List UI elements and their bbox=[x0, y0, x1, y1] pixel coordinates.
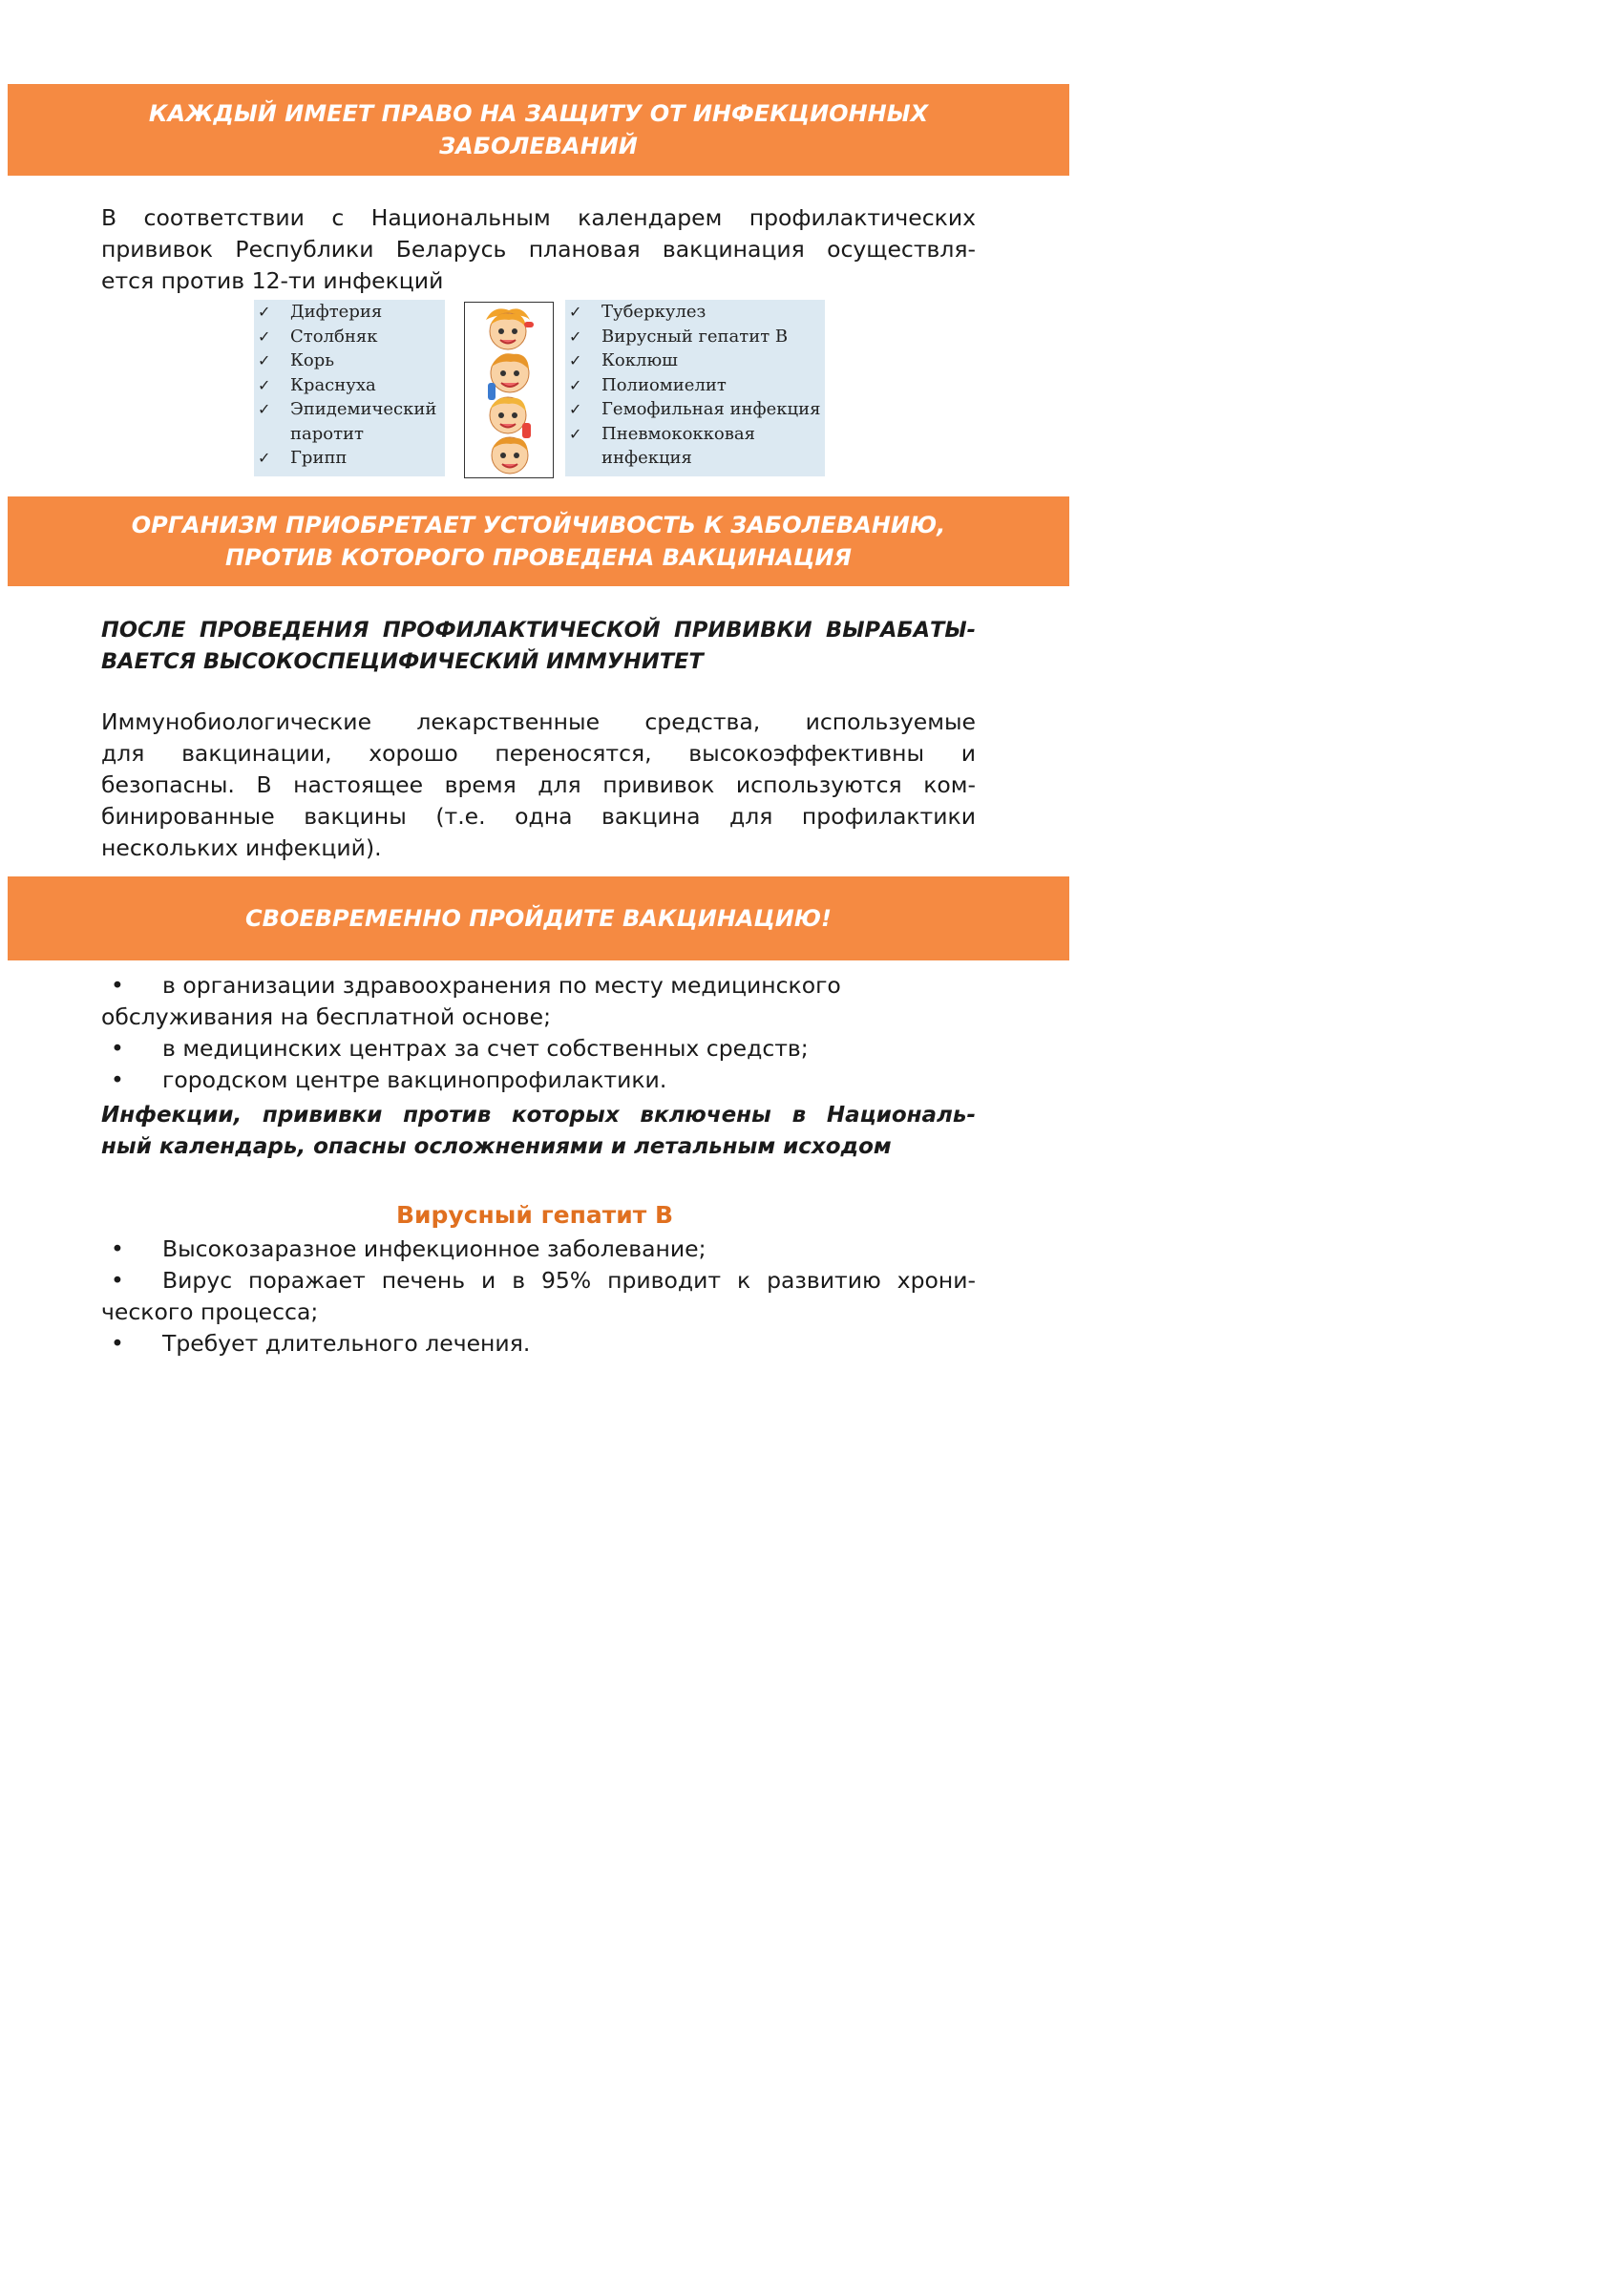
immunity-heading bbox=[101, 615, 976, 678]
list-item: ✓ Столбняк bbox=[258, 325, 445, 349]
check-icon: ✓ bbox=[258, 449, 271, 467]
bullet-icon: • bbox=[111, 1035, 124, 1062]
vaccines-line-5: нескольких инфекций). bbox=[101, 834, 382, 861]
vaccines-line-4: бинированные вакцины (т.е. одна вакцина для профилактики bbox=[101, 803, 976, 830]
check-icon: ✓ bbox=[569, 327, 582, 346]
immunity-line-2: ВАЕТСЯ ВЫСОКОСПЕЦИФИЧЕСКИЙ ИММУНИТЕТ bbox=[101, 649, 704, 674]
list-item-continuation: ческого процесса; bbox=[101, 1298, 319, 1325]
banner-2-line-2: ПРОТИВ КОТОРОГО ПРОВЕДЕНА ВАКЦИНАЦИЯ bbox=[225, 544, 852, 571]
immunity-line-1: ПОСЛЕ ПРОВЕДЕНИЯ ПРОФИЛАКТИЧЕСКОЙ ПРИВИВКИ ВЫРАБАТЫ- bbox=[101, 618, 976, 643]
list-item-continuation: паротит bbox=[290, 423, 365, 444]
vaccines-line-2: для вакцинации, хорошо переносятся, высокоэффективны и bbox=[101, 740, 976, 767]
bullet-icon: • bbox=[111, 1066, 124, 1093]
intro-line-1: В соответствии с Национальным календарем профилактических bbox=[101, 204, 976, 231]
list-item: ✓ Грипп bbox=[258, 446, 445, 471]
check-icon: ✓ bbox=[569, 303, 582, 321]
list-item: ✓ Туберкулез bbox=[569, 300, 825, 325]
banner-1-line-2: ЗАБОЛЕВАНИЙ bbox=[439, 133, 638, 159]
bullet-icon: • bbox=[111, 972, 124, 999]
bullet-icon: • bbox=[111, 1235, 124, 1262]
banner-get-vaccinated bbox=[8, 876, 1069, 960]
vaccines-line-3: безопасны. В настоящее время для прививок используются ком- bbox=[101, 771, 976, 798]
intro-paragraph bbox=[101, 202, 976, 297]
list-item: • городском центре вакцинопрофилактики. bbox=[101, 1065, 999, 1096]
list-item: • Высокозаразное инфекционное заболевание; bbox=[101, 1234, 976, 1265]
check-icon: ✓ bbox=[258, 303, 271, 321]
check-icon: ✓ bbox=[258, 400, 271, 418]
list-item-continuation: инфекция bbox=[601, 448, 692, 468]
list-item: • Вирус поражает печень и в 95% приводит к развитию хрони- bbox=[101, 1265, 976, 1297]
banner-1-line-1: КАЖДЫЙ ИМЕЕТ ПРАВО НА ЗАЩИТУ ОТ ИНФЕКЦИОННЫХ bbox=[148, 100, 929, 127]
list-item: ✓ Дифтерия bbox=[258, 300, 445, 325]
list-item: • Требует длительного лечения. bbox=[101, 1328, 976, 1360]
intro-line-2: прививок Республики Беларусь плановая вакцинация осуществля- bbox=[101, 236, 976, 263]
hepatitis-b-list bbox=[101, 1234, 976, 1360]
vaccines-paragraph bbox=[101, 707, 976, 864]
list-item: ✓ Эпидемический bbox=[258, 397, 445, 422]
danger-statement bbox=[101, 1100, 976, 1163]
list-item: • в организации здравоохранения по месту медицинского bbox=[101, 970, 999, 1002]
list-item: ✓ Корь bbox=[258, 348, 445, 373]
banner-3-text: СВОЕВРЕМЕННО ПРОЙДИТЕ ВАКЦИНАЦИЮ! bbox=[245, 905, 832, 932]
list-item: ✓ Гемофильная инфекция bbox=[569, 397, 825, 422]
infections-list-left bbox=[254, 300, 445, 476]
list-item: ✓ Вирусный гепатит В bbox=[569, 325, 825, 349]
bullet-icon: • bbox=[111, 1267, 124, 1294]
danger-line-1: Инфекции, прививки против которых включены в Националь- bbox=[101, 1103, 976, 1128]
vaccination-places-list bbox=[101, 970, 999, 1096]
vaccines-line-1: Иммунобиологические лекарственные средства, используемые bbox=[101, 708, 976, 735]
danger-line-2: ный календарь, опасны осложнениями и летальным исходом bbox=[101, 1134, 892, 1159]
intro-line-3: ется против 12-ти инфекций bbox=[101, 267, 444, 294]
list-item: ✓ Полиомиелит bbox=[569, 373, 825, 398]
check-icon: ✓ bbox=[258, 351, 271, 369]
hepatitis-b-title: Вирусный гепатит В bbox=[395, 1201, 674, 1229]
banner-resistance bbox=[8, 496, 1069, 586]
infections-list-right bbox=[565, 300, 825, 476]
check-icon: ✓ bbox=[258, 327, 271, 346]
children-faces-icon bbox=[465, 303, 553, 477]
banner-2-line-1: ОРГАНИЗМ ПРИОБРЕТАЕТ УСТОЙЧИВОСТЬ К ЗАБОЛЕВАНИЮ, bbox=[131, 512, 946, 538]
bullet-icon: • bbox=[111, 1330, 124, 1357]
banner-right-to-protection bbox=[8, 84, 1069, 176]
children-illustration bbox=[464, 302, 554, 478]
check-icon: ✓ bbox=[569, 351, 582, 369]
check-icon: ✓ bbox=[569, 375, 582, 394]
list-item: ✓ Пневмококковая bbox=[569, 422, 825, 447]
list-item: ✓ Краснуха bbox=[258, 373, 445, 398]
list-item: • в медицинских центрах за счет собственных средств; bbox=[101, 1033, 999, 1065]
check-icon: ✓ bbox=[258, 375, 271, 394]
check-icon: ✓ bbox=[569, 424, 582, 443]
list-item-continuation: обслуживания на бесплатной основе; bbox=[101, 1003, 551, 1030]
check-icon: ✓ bbox=[569, 400, 582, 418]
list-item: ✓ Коклюш bbox=[569, 348, 825, 373]
